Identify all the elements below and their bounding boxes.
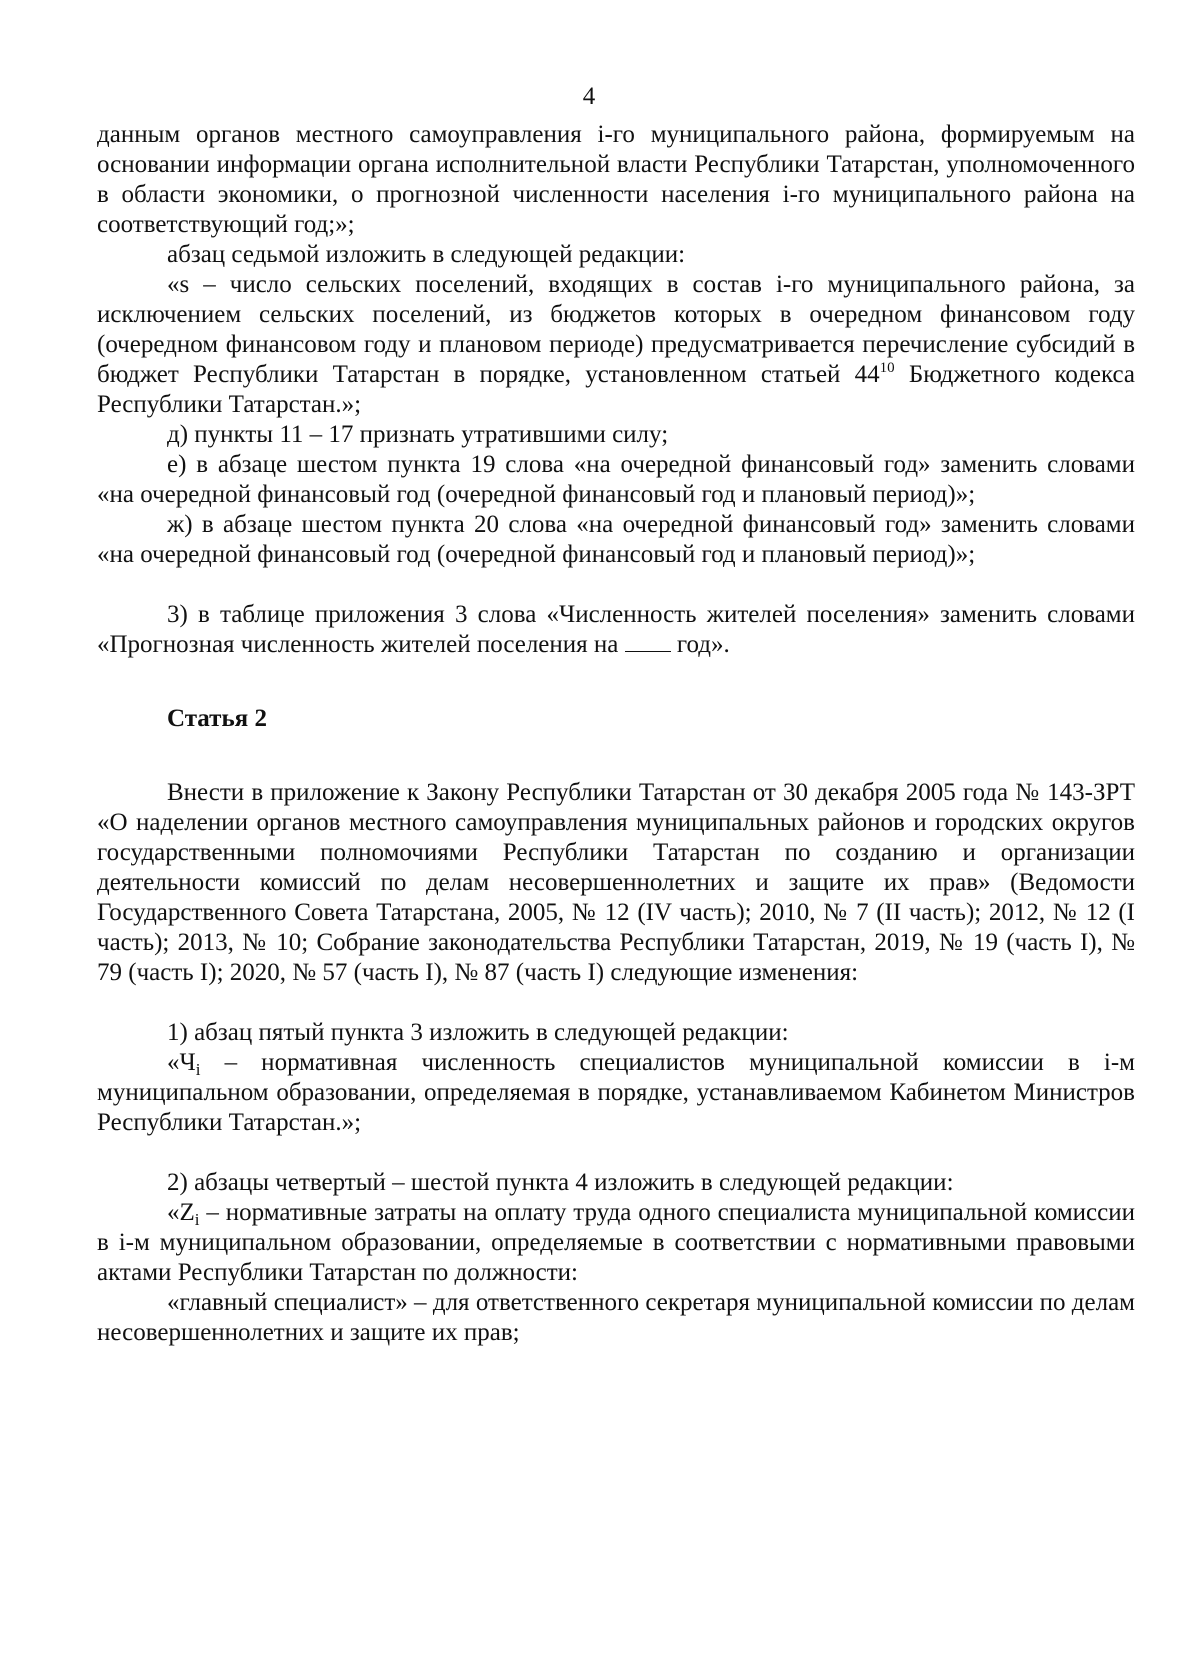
page-number: 4 [582, 83, 596, 110]
paragraph-article-2-intro: Внести в приложение к Закону Республики Татарстан от 30 декабря 2005 года № 143-ЗРТ «О наделении органов местного самоуправления муниципальных районов и городских округов государственными полномочиями Республики Татарстан по созданию и организации деятельности комиссий по делам несовершеннолетних и защите их прав» (Ведомости Государственного Совета Татарстана, 2005, № 12 (IV часть); 2010, № 7 (II часть); 2012, № 12 (I часть); 2013, № 10; Собрание законодательства Республики Татарстан, 2019, № 19 (часть I), № 79 (часть I); 2020, № 57 (часть I), № 87 (часть I) следующие изменения: [97, 779, 1135, 986]
paragraph-z-definition [97, 1198, 1135, 1288]
article-superscript: 10 [879, 360, 895, 376]
article-heading: Статья 2 [167, 705, 267, 732]
z-subscript: i [194, 1210, 200, 1229]
paragraph-item-e: е) в абзаце шестом пункта 19 слова «на очередной финансовый год» заменить словами «на очередной финансовый год (очередной финансовый год и плановый период)»; [97, 451, 1135, 508]
paragraph-item-1: 1) абзац пятый пункта 3 изложить в следующей редакции: [167, 1019, 789, 1046]
paragraph-chief-specialist: «главный специалист» – для ответственного секретаря муниципальной комиссии по делам несовершеннолетних и защите их прав; [97, 1289, 1135, 1346]
paragraph-abzac-sedmoy: абзац седьмой изложить в следующей редакции: [167, 241, 686, 268]
paragraph-s-definition [97, 270, 1135, 420]
ch-definition-text: – нормативная численность специалистов муниципальной комиссии в i-м муниципальном образовании, определяемая в порядке, устанавливаемом Кабинетом Министров Республики Татарстан.»; [97, 1049, 1135, 1136]
spacer [97, 734, 1135, 778]
paragraph-item-zh: ж) в абзаце шестом пункта 20 слова «на очередной финансовый год» заменить словами «на очередной финансовый год (очередной финансовый год и плановый период)»; [97, 511, 1135, 568]
spacer [97, 570, 1135, 600]
paragraph-continuation: данным органов местного самоуправления i-го муниципального района, формируемым на основании информации органа исполнительной власти Республики Татарстан, уполномоченного в области экономики, о прогнозной численности населения i-го муниципального района на соответствующий год;»; [97, 121, 1135, 238]
s-definition-tail: Бюджетного кодекса Республики Татарстан.»; [97, 361, 1135, 418]
s-definition-text: «s – число сельских поселений, входящих в состав i-го муниципального района, за исключением сельских поселений, из бюджетов которых в очередном финансовом году (очередном финансовом году и плановом периоде) предусматривается перечисление субсидий в бюджет Республики Татарстан в порядке, установленном статьей 44 [97, 271, 1135, 388]
spacer [97, 660, 1135, 704]
paragraph-item-2: 2) абзацы четвертый – шестой пункта 4 изложить в следующей редакции: [167, 1169, 954, 1196]
z-symbol: «Z [167, 1199, 195, 1226]
paragraph-item-3 [97, 600, 1135, 660]
paragraph-ch-definition [97, 1048, 1135, 1138]
spacer [97, 988, 1135, 1018]
paragraph-item-d: д) пункты 11 – 17 признать утратившими силу; [167, 421, 669, 448]
spacer [97, 1138, 1135, 1168]
item-3-tail: год». [670, 631, 730, 658]
z-definition-text: – нормативные затраты на оплату труда одного специалиста муниципальной комиссии в i-м муниципальном образовании, определяемые в соответствии с нормативными правовыми актами Республики Татарстан по должности: [97, 1199, 1135, 1286]
ch-symbol: «Ч [167, 1049, 196, 1076]
blank-year-line [625, 631, 671, 652]
ch-subscript: i [195, 1060, 201, 1079]
document-body [97, 120, 1135, 1348]
item-3-text: 3) в таблице приложения 3 слова «Численность жителей поселения» заменить словами «Прогнозная численность жителей поселения на [97, 601, 1135, 658]
